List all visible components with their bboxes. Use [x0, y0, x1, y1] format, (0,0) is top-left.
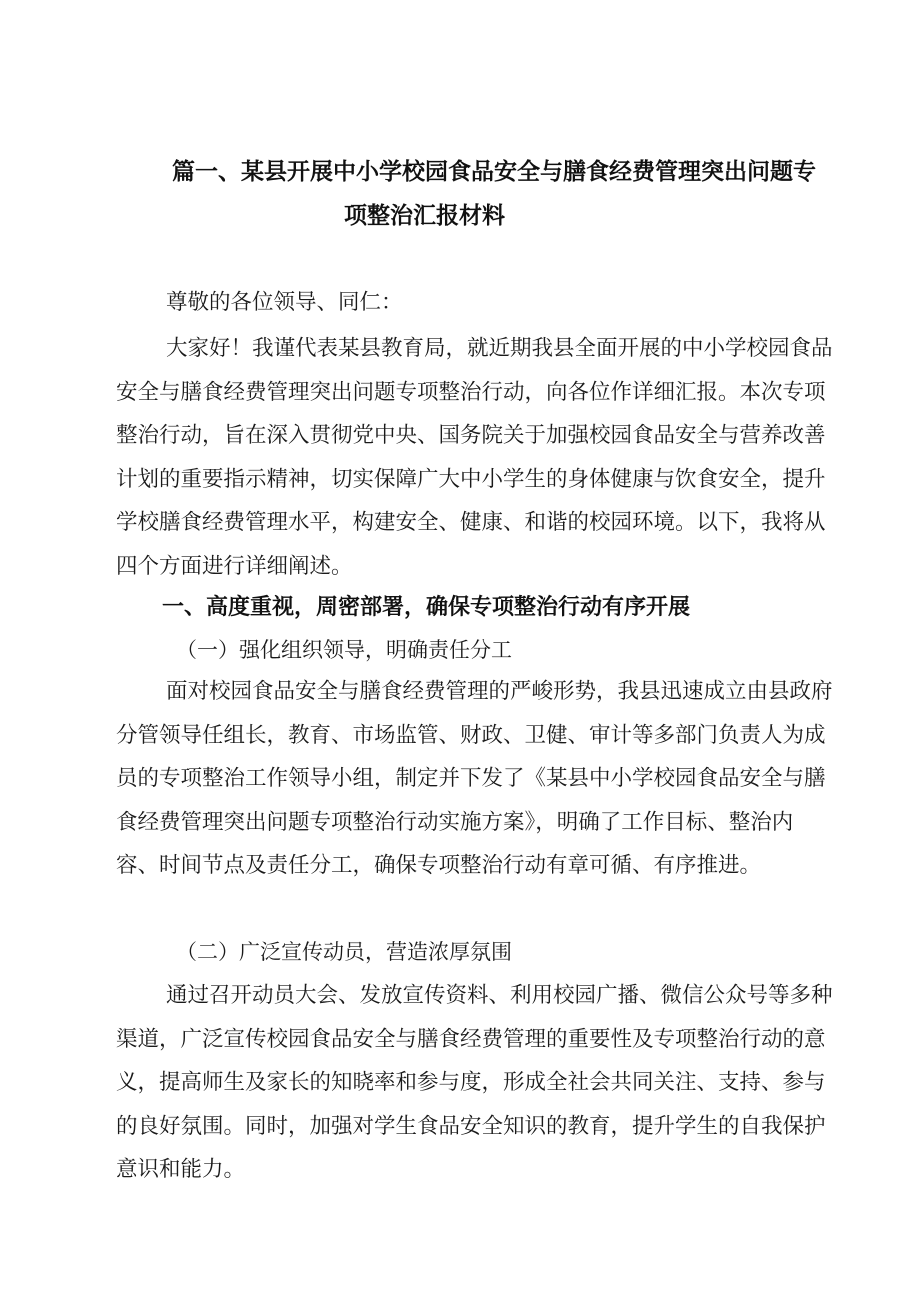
intro-paragraph: 大家好！我谨代表某县教育局，就近期我县全面开展的中小学校园食品安全与膳食经费管理突出问题专项整治行动，向各位作详细汇报。本次专项整治行动，旨在深入贯彻党中央、国务院关于加强校园食品安全与营养改善计划的重要指示精神，切实保障广大中小学生的身体健康与饮食安全，提升学校膳食经费管理水平，构建安全、健康、和谐的校园环境。以下，我将从四个方面进行详细阐述。: [116, 336, 833, 579]
title-line-1: 篇一、某县开展中小学校园食品安全与膳食经费管理突出问题专: [172, 159, 816, 185]
subsection-1-paragraph: 面对校园食品安全与膳食经费管理的严峻形势，我县迅速成立由县政府分管领导任组长，教育、市场监管、财政、卫健、审计等多部门负责人为成员的专项整治工作领导小组，制定并下发了《某县中小学校园食品安全与膳食经费管理突出问题专项整治行动实施方案》，明确了工作目标、整治内容、时间节点及责任分工，确保专项整治行动有章可循、有序推进。: [116, 679, 833, 878]
subsection-heading-1: （一）强化组织领导，明确责任分工: [176, 638, 512, 662]
document-title: [172, 150, 852, 238]
salutation: 尊敬的各位领导、同仁：: [166, 290, 403, 315]
title-line-2: 项整治汇报材料: [344, 203, 505, 229]
subsection-2-paragraph: 通过召开动员大会、发放宣传资料、利用校园广播、微信公众号等多种渠道，广泛宣传校园食品安全与膳食经费管理的重要性及专项整治行动的意义，提高师生及家长的知晓率和参与度，形成全社会共同关注、支持、参与的良好氛围。同时，加强对学生食品安全知识的教育，提升学生的自我保护意识和能力。: [116, 983, 833, 1182]
section-heading-1: 一、高度重视，周密部署，确保专项整治行动有序开展: [162, 595, 691, 620]
subsection-heading-2: （二）广泛宣传动员，营造浓厚氛围: [176, 940, 512, 964]
